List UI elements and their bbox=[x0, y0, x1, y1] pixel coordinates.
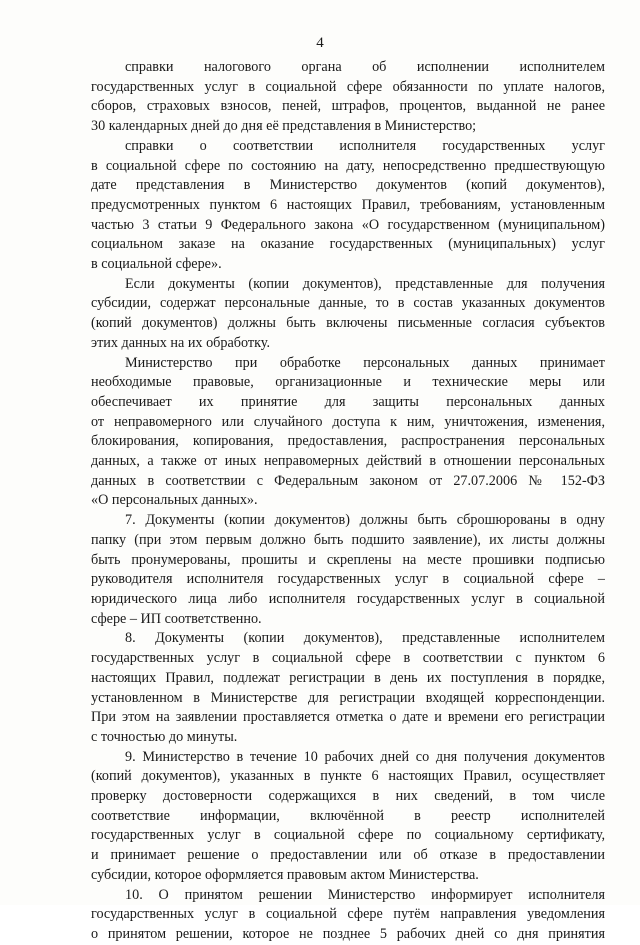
text-line: справки налогового органа об исполнении исполнителем bbox=[125, 59, 605, 75]
text-line: 8. Документы (копии документов), представленные исполнителем bbox=[125, 630, 605, 647]
text-line: 30 календарных дней до дня её представления в Министерство; bbox=[91, 118, 477, 135]
text-line: о принятом решении, которое не позднее 5 рабочих дней со дня принятия bbox=[91, 925, 605, 942]
text-line: блокирования, копирования, предоставления, распространения персональных bbox=[91, 433, 605, 450]
text-line: соответствие информации, включённой в реестр исполнителей bbox=[91, 807, 605, 824]
text-line: государственных услуг в социальной сфере обязанности по уплате налогов, bbox=[91, 78, 605, 95]
text-line: данных, а также от иных неправомерных действий в отношении персональных bbox=[91, 453, 605, 470]
text-line: 7. Документы (копии документов) должны быть сброшюрованы в одну bbox=[125, 512, 605, 529]
text-line: частью 3 статьи 9 Федерального закона «О государственном (муниципальном) bbox=[91, 216, 605, 233]
text-line: государственных услуг в социальной сфере путём направления уведомления bbox=[91, 906, 605, 923]
text-line: и принимает решение о предоставлении или об отказе в предоставлении bbox=[91, 847, 605, 864]
text-line: справки о соответствии исполнителя государственных услуг bbox=[125, 137, 605, 154]
page-number: 4 bbox=[316, 35, 324, 51]
text-line: юридического лица либо исполнителя государственных услуг в социальной bbox=[91, 590, 605, 607]
text-line: Если документы (копии документов), представленные для получения bbox=[125, 275, 605, 292]
text-line: субсидии, содержат персональные данные, то в состав указанных документов bbox=[91, 295, 605, 312]
text-line: Министерство при обработке персональных данных принимает bbox=[125, 354, 605, 371]
text-line: руководителя исполнителя государственных услуг в социальной сфере – bbox=[91, 571, 605, 588]
text-line: (копий документов), указанных в пункте 6 настоящих Правил, осуществляет bbox=[91, 768, 605, 785]
text-line: от неправомерного или случайного доступа к ним, уничтожения, изменения, bbox=[91, 413, 605, 430]
text-line: в социальной сфере по состоянию на дату, непосредственно предшествующую bbox=[91, 157, 605, 174]
text-line: этих данных на их обработку. bbox=[91, 334, 271, 351]
text-line: папку (при этом первым должно быть подшито заявление), их листы должны bbox=[91, 531, 605, 548]
text-line: необходимые правовые, организационные и технические меры или bbox=[91, 374, 605, 391]
text-line: государственных услуг в социальной сфере по социальному сертификату, bbox=[91, 827, 605, 844]
text-line: социальном заказе на оказание государственных (муниципальных) услуг bbox=[91, 236, 605, 253]
text-line: быть пронумерованы, прошиты и скреплены на месте прошивки подписью bbox=[91, 551, 605, 568]
text-line: в социальной сфере». bbox=[91, 256, 222, 273]
text-line: обеспечивает их принятие для защиты персональных данных bbox=[91, 393, 605, 410]
text-line: (копий документов) должны быть включены письменные согласия субъектов bbox=[91, 315, 605, 332]
text-line: 9. Министерство в течение 10 рабочих дней со дня получения документов bbox=[125, 748, 605, 765]
text-line: государственных услуг в социальной сфере в соответствии с пунктом 6 bbox=[91, 650, 605, 667]
text-line: настоящих Правил, подлежат регистрации в день их поступления в порядке, bbox=[91, 669, 605, 686]
text-line: «О персональных данных». bbox=[91, 492, 258, 509]
text-line: предусмотренных пунктом 6 настоящих Правил, требованиям, установленным bbox=[91, 196, 605, 213]
text-line: данных в соответствии с Федеральным законом от 27.07.2006 № 152-ФЗ bbox=[91, 472, 605, 489]
text-line: сборов, страховых взносов, пеней, штрафов, процентов, выданной не ранее bbox=[91, 98, 605, 115]
text-line: установленном в Министерстве для регистрации входящей корреспонденции. bbox=[91, 689, 605, 706]
document-body bbox=[91, 58, 605, 945]
text-line: 10. О принятом решении Министерство информирует исполнителя bbox=[125, 886, 605, 903]
text-line: с точностью до минуты. bbox=[91, 728, 238, 745]
text-line: дате представления в Министерство документов (копий документов), bbox=[91, 177, 605, 194]
text-line: При этом на заявлении проставляется отметка о дате и времени его регистрации bbox=[91, 709, 605, 726]
text-line: сфере – ИП соответственно. bbox=[91, 610, 262, 627]
text-line: субсидии, которое оформляется правовым актом Министерства. bbox=[91, 866, 479, 883]
text-line: проверку достоверности содержащихся в них сведений, в том числе bbox=[91, 788, 605, 805]
